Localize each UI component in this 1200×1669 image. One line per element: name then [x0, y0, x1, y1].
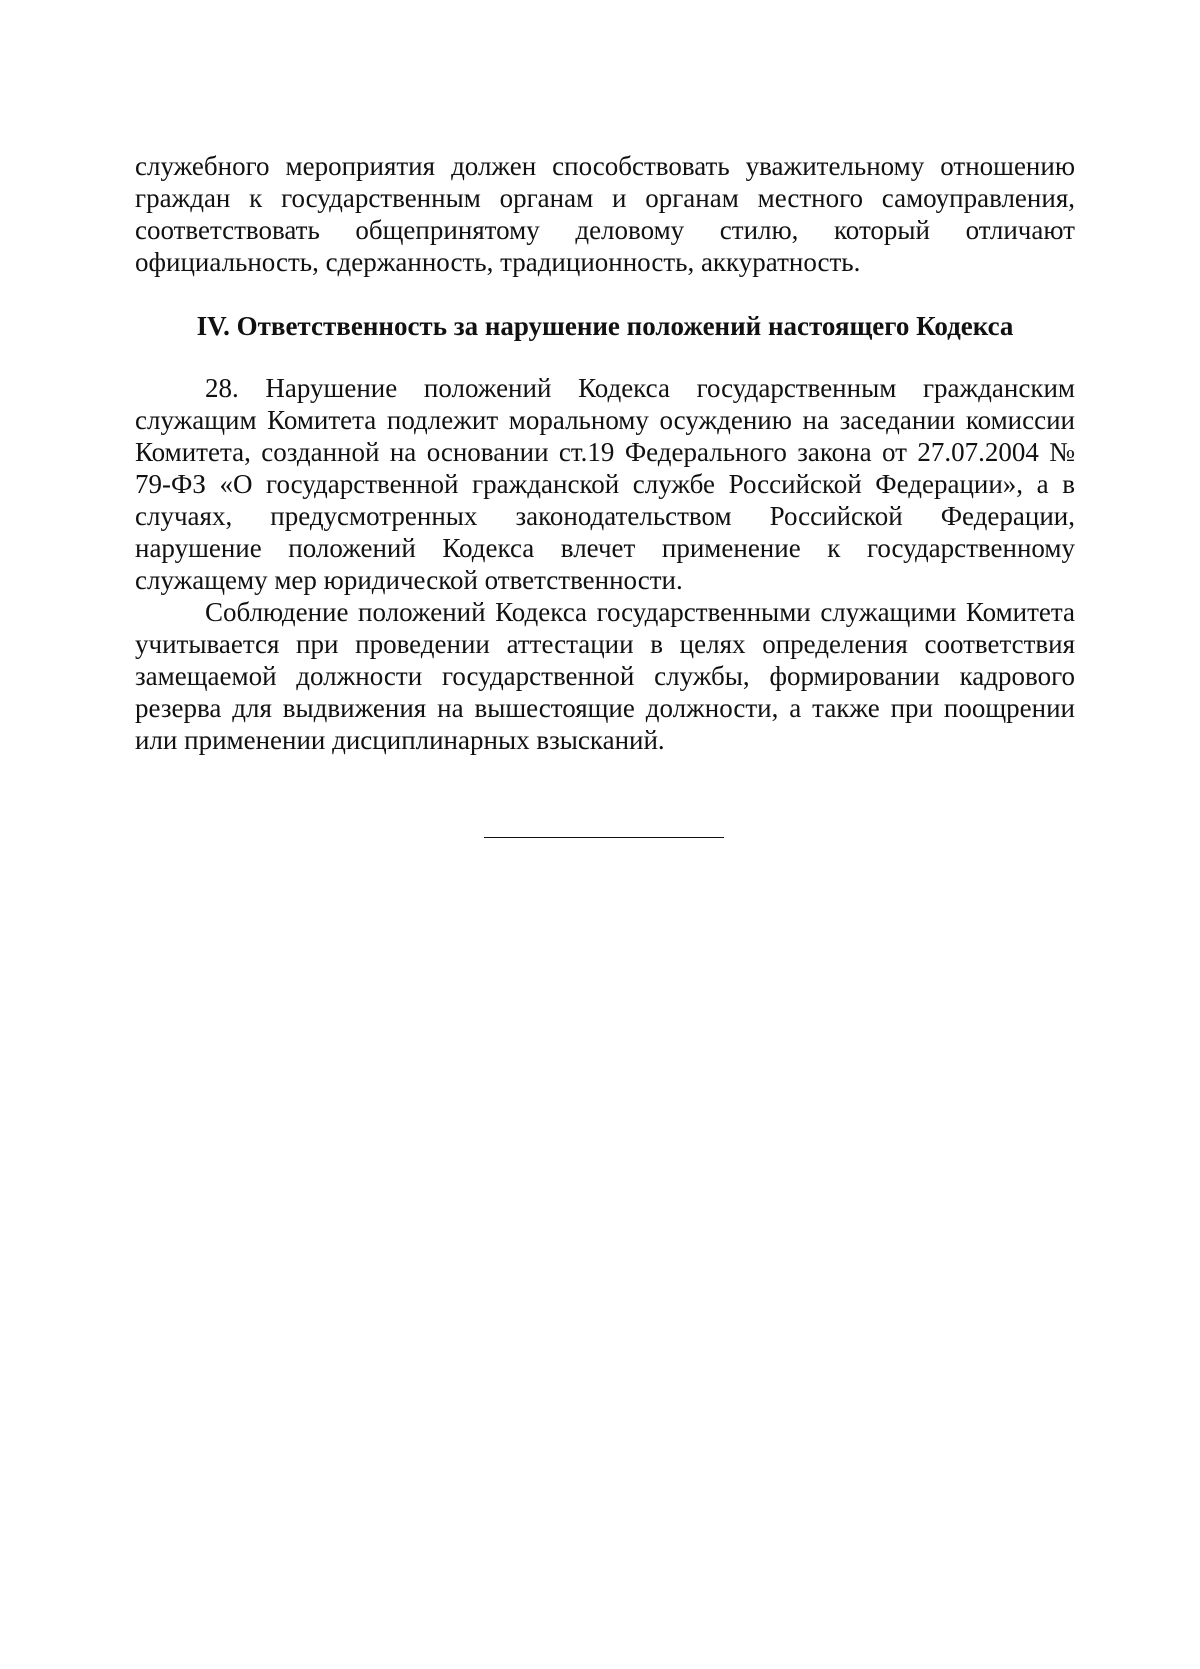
document-page — [135, 150, 1075, 756]
paragraph-compliance: Соблюдение положений Кодекса государственными служащими Комитета учитывается при проведении аттестации в целях определения соответствия замещаемой должности государственной службы, формировании кадрового резерва для выдвижения на вышестоящие должности, а также при поощрении или применении дисциплинарных взысканий. — [135, 597, 1075, 755]
paragraph-28: 28. Нарушение положений Кодекса государственным гражданским служащим Комитета подлежит моральному осуждению на заседании комиссии Комитета, созданной на основании ст.19 Федерального закона от 27.07.2004 № 79-ФЗ «О государственной гражданской службе Российской Федерации», а в случаях, предусмотренных законодательством Российской Федерации, нарушение положений Кодекса влечет применение к государственному служащему мер юридической ответственности. — [135, 373, 1075, 595]
end-divider — [484, 837, 724, 838]
section-heading: IV. Ответственность за нарушение положений настоящего Кодекса — [196, 311, 1014, 341]
continuation-paragraph: служебного мероприятия должен способствовать уважительному отношению граждан к государственным органам и органам местного самоуправления, соответствовать общепринятому деловому стилю, который отличают официальность, сдержанность, традиционность, аккуратность. — [135, 151, 1075, 277]
